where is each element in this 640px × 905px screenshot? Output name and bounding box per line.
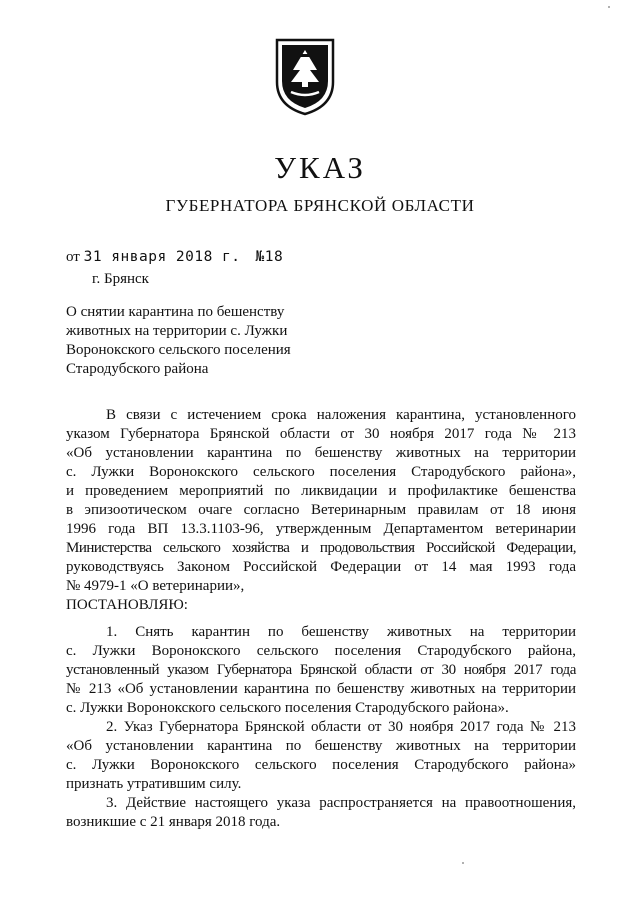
subject-line: животных на территории с. Лужки (66, 323, 288, 339)
subject-line: Стародубского района (66, 361, 209, 377)
item-2-line: 2. Указ Губернатора Брянской области от 30 ноября 2017 года № 213 (106, 719, 576, 735)
item-3-line: возникшие с 21 января 2018 года. (66, 814, 281, 830)
decree-word: ПОСТАНОВЛЯЮ: (66, 597, 188, 613)
subject-line: О снятии карантина по бешенству (66, 304, 285, 320)
document-title: УКАЗ (274, 150, 366, 185)
preamble-line: «Об установлении карантина по бешенству животных на территории (66, 445, 576, 461)
decree-subject (66, 303, 356, 379)
preamble-line: В связи с истечением срока наложения карантина, установленного (106, 407, 576, 423)
scan-speck (608, 6, 610, 8)
preamble-line: 1996 года ВП 13.3.1103-96, утвержденным Департаментом ветеринарии (66, 521, 576, 537)
item-2-line: с. Лужки Воронокского сельского поселения Стародубского района» (66, 757, 576, 773)
decree-body (66, 406, 576, 832)
decree-number: №18 (255, 249, 284, 265)
item-1-line: установленный указом Губернатора Брянской области от 30 ноября 2017 года (66, 662, 576, 678)
preamble-line: в эпизоотическом очаге согласно Ветеринарным правилам от 18 июня (66, 502, 576, 518)
city-line: г. Брянск (92, 271, 149, 287)
item-1-line: 1. Снять карантин по бешенству животных на территории (106, 624, 576, 640)
item-1-line: с. Лужки Воронокского сельского поселения Стародубского района, (66, 643, 576, 659)
coat-of-arms-icon (271, 36, 339, 116)
item-1-line: № 213 «Об установлении карантина по бешенству животных на территории (66, 681, 576, 697)
preamble-line: Министерства сельского хозяйства и продовольствия Российской Федерации, (66, 540, 576, 556)
preamble-line: и проведением мероприятий по ликвидации и профилактике бешенства (66, 483, 576, 499)
scan-speck (462, 862, 464, 864)
item-2-line: признать утратившим силу. (66, 776, 242, 792)
item-1-line: с. Лужки Воронокского сельского поселения Стародубского района». (66, 700, 509, 716)
date-prefix: от (66, 249, 80, 265)
document-subtitle: ГУБЕРНАТОРА БРЯНСКОЙ ОБЛАСТИ (165, 196, 475, 215)
date-value: 31 января 2018 г. (83, 249, 241, 265)
preamble-line: указом Губернатора Брянской области от 30 ноября 2017 года № 213 (66, 426, 576, 442)
date-number-line (66, 249, 283, 266)
preamble-line: с. Лужки Воронокского сельского поселения Стародубского района», (66, 464, 576, 480)
subject-line: Воронокского сельского поселения (66, 342, 291, 358)
preamble-line: № 4979-1 «О ветеринарии», (66, 578, 245, 594)
preamble-line: руководствуясь Законом Российской Федерации от 14 мая 1993 года (66, 559, 576, 575)
item-3-line: 3. Действие настоящего указа распространяется на правоотношения, (106, 795, 576, 811)
item-2-line: «Об установлении карантина по бешенству животных на территории (66, 738, 576, 754)
